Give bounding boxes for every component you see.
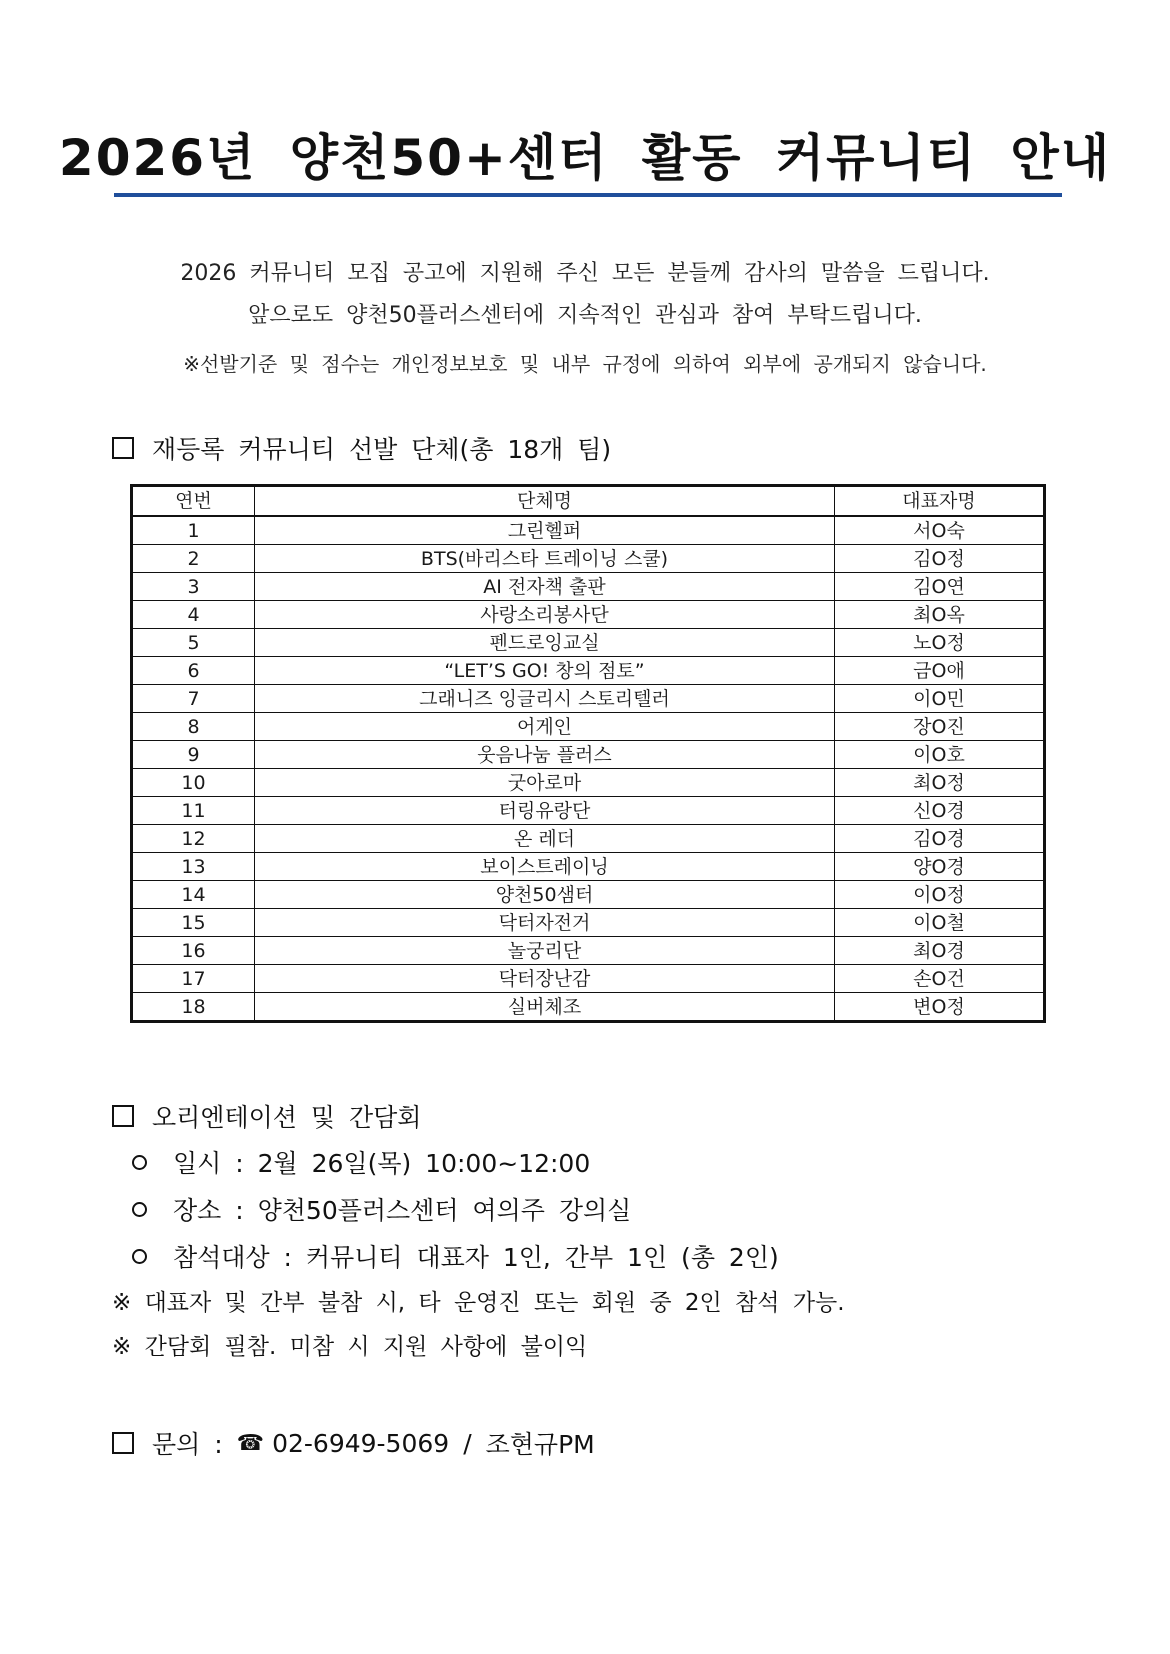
table-row bbox=[132, 573, 1045, 601]
roster-heading-text: 재등록 커뮤니티 선발 단체(총 18개 팀) bbox=[152, 435, 612, 464]
cell-representative: 김O연 bbox=[835, 573, 1045, 601]
column-header-number: 연번 bbox=[132, 486, 255, 517]
cell-group-name: 닥터자전거 bbox=[255, 909, 835, 937]
contact-separator: / bbox=[463, 1428, 472, 1458]
cell-representative: 김O정 bbox=[835, 545, 1045, 573]
cell-number: 3 bbox=[132, 573, 255, 601]
orientation-attendees-item bbox=[132, 1238, 779, 1274]
table-header-row bbox=[132, 486, 1045, 517]
cell-group-name: 펜드로잉교실 bbox=[255, 629, 835, 657]
page-title: 2026년 양천50+센터 활동 커뮤니티 안내 bbox=[58, 129, 1112, 187]
cell-group-name: 그린헬퍼 bbox=[255, 516, 835, 545]
cell-number: 13 bbox=[132, 853, 255, 881]
table-row bbox=[132, 545, 1045, 573]
table-row bbox=[132, 516, 1045, 545]
title-underline bbox=[114, 193, 1062, 197]
column-header-group-name: 단체명 bbox=[255, 486, 835, 517]
cell-number: 4 bbox=[132, 601, 255, 629]
orientation-section-heading bbox=[112, 1098, 421, 1134]
cell-representative: 서O숙 bbox=[835, 516, 1045, 545]
contact-section bbox=[112, 1425, 595, 1461]
cell-representative: 변O정 bbox=[835, 993, 1045, 1022]
table-row bbox=[132, 657, 1045, 685]
table-row bbox=[132, 769, 1045, 797]
checkbox-square-icon bbox=[112, 1432, 134, 1454]
cell-number: 14 bbox=[132, 881, 255, 909]
orientation-note-2: ※ 간담회 필참. 미참 시 지원 사항에 불이익 bbox=[112, 1334, 588, 1360]
roster-table bbox=[130, 484, 1046, 1023]
cell-number: 16 bbox=[132, 937, 255, 965]
table-row bbox=[132, 601, 1045, 629]
cell-number: 15 bbox=[132, 909, 255, 937]
orientation-heading-text: 오리엔테이션 및 간담회 bbox=[152, 1103, 422, 1132]
table-row bbox=[132, 685, 1045, 713]
circle-bullet-icon bbox=[132, 1249, 147, 1264]
cell-number: 9 bbox=[132, 741, 255, 769]
cell-number: 7 bbox=[132, 685, 255, 713]
cell-representative: 신O경 bbox=[835, 797, 1045, 825]
cell-group-name: 굿아로마 bbox=[255, 769, 835, 797]
cell-group-name: 놀궁리단 bbox=[255, 937, 835, 965]
table-row bbox=[132, 909, 1045, 937]
orientation-note-1: ※ 대표자 및 간부 불참 시, 타 운영진 또는 회원 중 2인 참석 가능. bbox=[112, 1290, 845, 1316]
cell-group-name: AI 전자책 출판 bbox=[255, 573, 835, 601]
phone-icon: ☎ bbox=[236, 1430, 265, 1456]
orientation-datetime: 일시 : 2월 26일(목) 10:00~12:00 bbox=[173, 1149, 591, 1178]
cell-group-name: 보이스트레이닝 bbox=[255, 853, 835, 881]
cell-group-name: 온 레더 bbox=[255, 825, 835, 853]
cell-group-name: BTS(바리스타 트레이닝 스쿨) bbox=[255, 545, 835, 573]
cell-representative: 이O철 bbox=[835, 909, 1045, 937]
cell-representative: 양O경 bbox=[835, 853, 1045, 881]
intro-line-1: 2026 커뮤니티 모집 공고에 지원해 주신 모든 분들께 감사의 말씀을 드립니다. bbox=[180, 261, 990, 286]
table-row bbox=[132, 881, 1045, 909]
table-row bbox=[132, 713, 1045, 741]
cell-representative: 손O건 bbox=[835, 965, 1045, 993]
cell-representative: 노O정 bbox=[835, 629, 1045, 657]
table-row bbox=[132, 741, 1045, 769]
cell-group-name: 터링유랑단 bbox=[255, 797, 835, 825]
cell-number: 18 bbox=[132, 993, 255, 1022]
cell-number: 8 bbox=[132, 713, 255, 741]
roster-section-heading bbox=[112, 430, 611, 466]
cell-group-name: 실버체조 bbox=[255, 993, 835, 1022]
roster-table-body bbox=[132, 516, 1045, 1022]
table-row bbox=[132, 965, 1045, 993]
cell-group-name: 양천50샘터 bbox=[255, 881, 835, 909]
table-row bbox=[132, 797, 1045, 825]
table-row bbox=[132, 853, 1045, 881]
cell-number: 11 bbox=[132, 797, 255, 825]
orientation-place-item bbox=[132, 1191, 631, 1227]
cell-group-name: 웃음나눔 플러스 bbox=[255, 741, 835, 769]
cell-group-name: 사랑소리봉사단 bbox=[255, 601, 835, 629]
cell-representative: 이O민 bbox=[835, 685, 1045, 713]
cell-number: 5 bbox=[132, 629, 255, 657]
cell-representative: 최O옥 bbox=[835, 601, 1045, 629]
table-row bbox=[132, 937, 1045, 965]
cell-representative: 금O애 bbox=[835, 657, 1045, 685]
cell-representative: 이O호 bbox=[835, 741, 1045, 769]
cell-number: 1 bbox=[132, 516, 255, 545]
contact-phone: 02-6949-5069 bbox=[272, 1428, 450, 1458]
intro-line-2: 앞으로도 양천50플러스센터에 지속적인 관심과 참여 부탁드립니다. bbox=[248, 303, 922, 328]
intro-note: ※선발기준 및 점수는 개인정보보호 및 내부 규정에 의하여 외부에 공개되지 않습니다. bbox=[183, 352, 987, 376]
circle-bullet-icon bbox=[132, 1155, 147, 1170]
table-row bbox=[132, 629, 1045, 657]
cell-group-name: 닥터장난감 bbox=[255, 965, 835, 993]
cell-representative: 이O정 bbox=[835, 881, 1045, 909]
cell-representative: 김O경 bbox=[835, 825, 1045, 853]
cell-number: 12 bbox=[132, 825, 255, 853]
cell-number: 2 bbox=[132, 545, 255, 573]
cell-number: 17 bbox=[132, 965, 255, 993]
cell-group-name: “LET’S GO! 창의 점토” bbox=[255, 657, 835, 685]
orientation-place: 장소 : 양천50플러스센터 여의주 강의실 bbox=[173, 1196, 632, 1225]
cell-group-name: 어게인 bbox=[255, 713, 835, 741]
contact-label: 문의 : bbox=[152, 1430, 223, 1459]
cell-representative: 장O진 bbox=[835, 713, 1045, 741]
orientation-datetime-item bbox=[132, 1144, 590, 1180]
cell-representative: 최O정 bbox=[835, 769, 1045, 797]
contact-person: 조현규PM bbox=[485, 1430, 595, 1459]
checkbox-square-icon bbox=[112, 1105, 134, 1127]
table-row bbox=[132, 993, 1045, 1022]
circle-bullet-icon bbox=[132, 1202, 147, 1217]
checkbox-square-icon bbox=[112, 437, 134, 459]
orientation-attendees: 참석대상 : 커뮤니티 대표자 1인, 간부 1인 (총 2인) bbox=[173, 1243, 779, 1272]
table-row bbox=[132, 825, 1045, 853]
cell-number: 10 bbox=[132, 769, 255, 797]
cell-group-name: 그래니즈 잉글리시 스토리텔러 bbox=[255, 685, 835, 713]
cell-representative: 최O경 bbox=[835, 937, 1045, 965]
column-header-representative: 대표자명 bbox=[835, 486, 1045, 517]
cell-number: 6 bbox=[132, 657, 255, 685]
